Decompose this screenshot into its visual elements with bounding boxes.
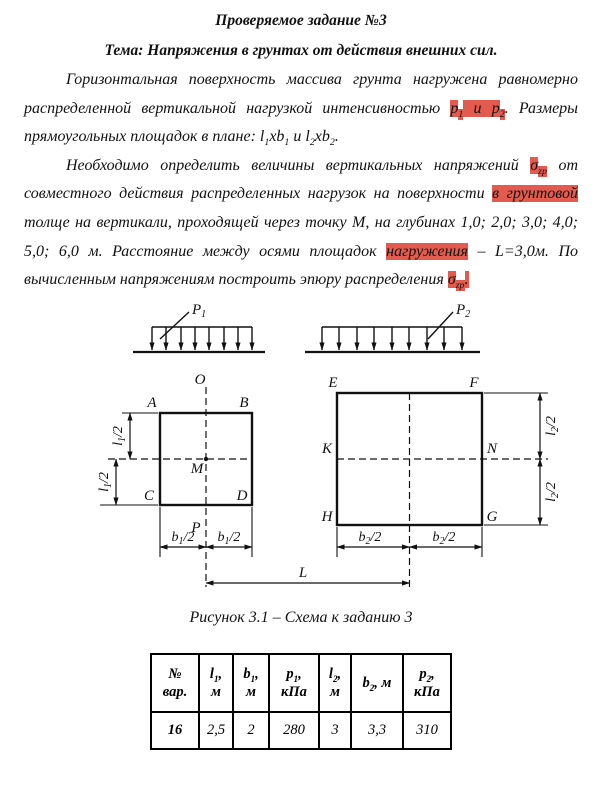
label-n: N [486,440,498,457]
document-title: Проверяемое задание №3 [215,12,387,29]
paragraph-1: Горизонтальная поверхность массива грунта нагружена равномерно распределенной вертикальной нагрузкой интенсивностью $p_1$ и $p_2$. Размеры прямоугольных площадок в плане: $l_1xb_1$ и $l_2xb_2$. [24,71,579,149]
document-subtitle: Тема: Напряжения в грунтах от действия внешних сил. [104,42,498,59]
label-b: B [239,394,249,411]
label-p2: $P_2$ [456,301,471,320]
col-header-variant: № вар. [151,654,199,712]
label-k: K [321,440,333,457]
dim-label-b1-left: $b_1/2$ [171,529,195,547]
col-header-b1: $b_1$, м [233,654,269,712]
cell-p2: 310 [403,712,451,749]
table-header-row [151,654,451,712]
label-d: D [236,487,248,504]
label-o: O [194,371,206,388]
col-header-p2: $p_2$, кПа [403,654,451,712]
dim-label-l1-lower: $l_1/2$ [97,471,114,492]
label-c: C [143,487,155,504]
label-a: A [147,394,157,411]
table-row [151,712,451,749]
figure-caption: Рисунок 3.1 – Схема к заданию 3 [189,608,413,626]
label-g: G [486,508,498,525]
plot-rect-efgh [337,393,548,587]
task-description [0,66,602,295]
variant-table [150,653,452,750]
col-header-l1: $l_1$, м [199,654,233,712]
dim-label-l2-upper: $l_2/2$ [544,415,561,436]
point-m-dot [204,457,208,461]
label-h: H [321,508,333,525]
dim-label-l1-upper: $l_1/2$ [111,425,128,446]
cell-variant: 16 [151,712,199,749]
cell-p1: 280 [269,712,319,749]
col-header-b2: $b_2$, м [351,654,403,712]
col-header-p1: $p_1$, кПа [269,654,319,712]
load-p1 [133,312,265,352]
label-m: M [190,460,204,477]
dim-label-b2-right: $b_2/2$ [432,529,456,547]
dim-label-b2-left: $b_2/2$ [358,529,382,547]
cell-l2: 3 [319,712,351,749]
dim-label-b1-right: $b_1/2$ [217,529,241,547]
dim-label-L: L [298,564,308,581]
cell-b1: 2 [233,712,269,749]
cell-l1: 2,5 [199,712,233,749]
figure-3-1-diagram [0,295,602,595]
label-e: E [328,374,338,391]
col-header-l2: $l_2$, м [319,654,351,712]
cell-b2: 3,3 [351,712,403,749]
dim-label-l2-lower: $l_2/2$ [544,481,561,502]
label-p1: $P_1$ [192,301,207,320]
paragraph-2: Необходимо определить величины вертикальных напряжений $\sigma_{zp}$ от совместного действия распределенных нагрузок на поверхности в грунтовой толще на вертикали, проходящей через точку М, на глубинах 1,0; 2,0; 3,0; 4,0; 5,0; 6,0 м. Расстояние между осями площадок нагружения – L=3,0м. По вычисленным напряжениям построить эпюру распределения $\sigma_{zp}$. [24,156,578,292]
load-p2 [305,312,480,352]
label-f: F [469,374,479,391]
label-p-point: P [191,519,201,536]
